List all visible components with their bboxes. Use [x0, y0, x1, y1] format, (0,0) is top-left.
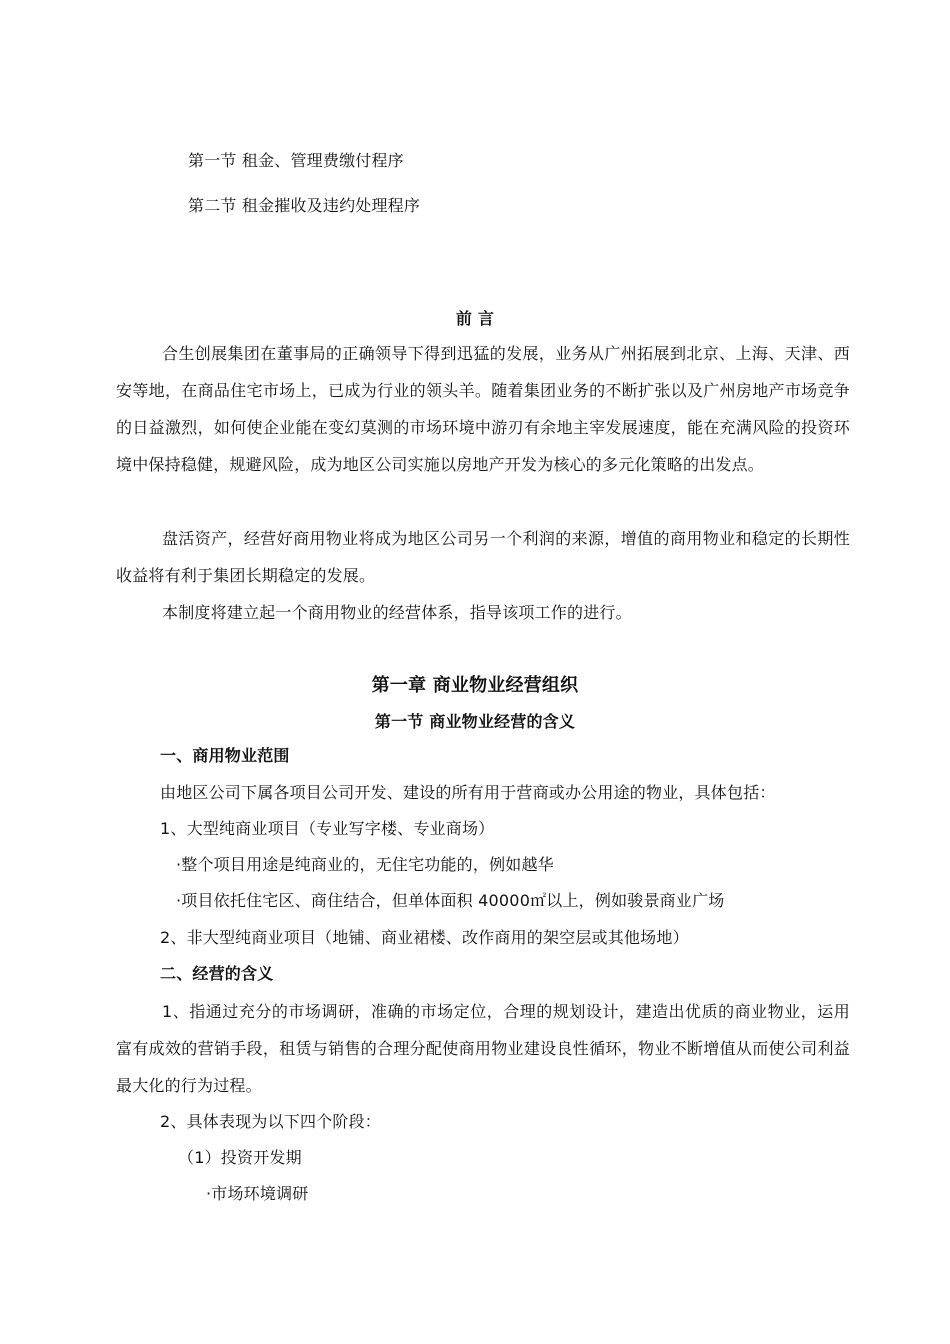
meaning-paragraph-2: 2、具体表现为以下四个阶段： [160, 1112, 381, 1131]
preface-paragraph-3: 本制度将建立起一个商用物业的经营体系，指导该项工作的进行。 [162, 603, 632, 622]
scope-item-1-bullet-2: ·项目依托住宅区、商住结合，但单体面积 40000㎡以上，例如骏景商业广场 [176, 891, 725, 910]
toc-item-2[interactable]: 第二节 租金摧收及违约处理程序 [188, 196, 421, 215]
stage-1-bullet-1: ·市场环境调研 [206, 1184, 309, 1203]
chapter-title: 第一章 商业物业经营组织 [371, 675, 579, 696]
preface-paragraph-2: 盘活资产，经营好商用物业将成为地区公司另一个利润的来源，增值的商用物业和稳定的长期性收益将有利于集团长期稳定的发展。 [116, 529, 850, 585]
preface-paragraph-1: 合生创展集团在董事局的正确领导下得到迅猛的发展，业务从广州拓展到北京、上海、天津、西安等地，在商品住宅市场上，已成为行业的领头羊。随着集团业务的不断扩张以及广州房地产市场竞争的日益激烈，如何使企业能在变幻莫测的市场环境中游刃有余地主宰发展速度，能在充满风险的投资环境中保持稳健，规避风险，成为地区公司实施以房地产开发为核心的多元化策略的出发点。 [116, 344, 850, 474]
preface-title: 前 言 [455, 309, 495, 328]
toc-item-1[interactable]: 第一节 租金、管理费缴付程序 [188, 151, 404, 170]
scope-intro: 由地区公司下属各项目公司开发、建设的所有用于营商或办公用途的物业，具体包括： [160, 783, 776, 802]
scope-item-1-bullet-1: ·整个项目用途是纯商业的，无住宅功能的，例如越华 [176, 855, 554, 874]
scope-item-2: 2、非大型纯商业项目（地铺、商业裙楼、改作商用的架空层或其他场地） [160, 928, 689, 947]
scope-item-1: 1、大型纯商业项目（专业写字楼、专业商场） [160, 819, 495, 838]
section-title: 第一节 商业物业经营的含义 [374, 712, 576, 731]
heading-meaning: 二、经营的含义 [160, 964, 274, 983]
heading-scope: 一、商用物业范围 [160, 746, 290, 765]
meaning-paragraph-1: 1、指通过充分的市场调研，准确的市场定位，合理的规划设计，建造出优质的商业物业，运用富有成效的营销手段，租赁与销售的合理分配使商用物业建设良性循环，物业不断增值从而使公司利益最大化的行为过程。 [116, 1002, 850, 1095]
stage-1: （1）投资开发期 [178, 1148, 302, 1167]
